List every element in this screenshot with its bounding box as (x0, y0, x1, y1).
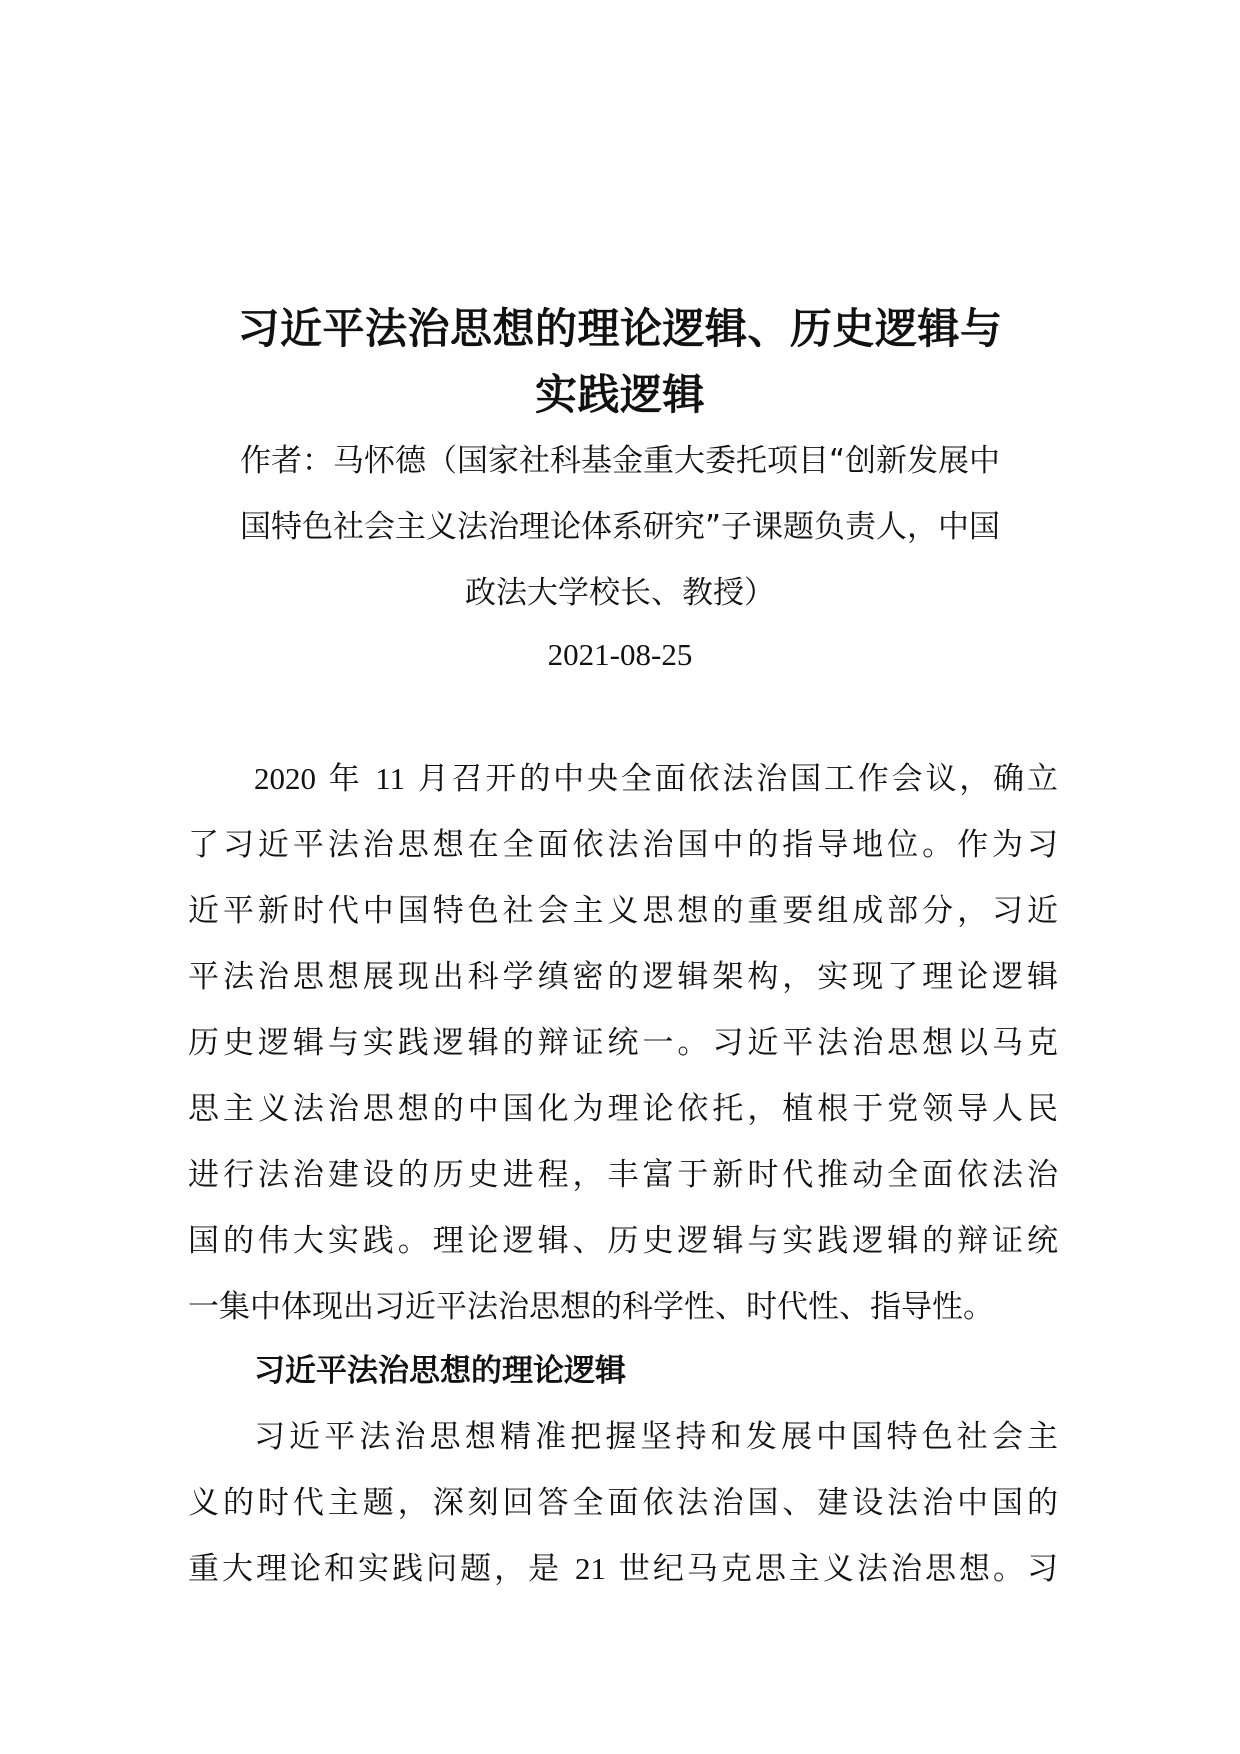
paragraph-line: 近平新时代中国特色社会主义思想的重要组成部分，习近 (188, 893, 1058, 929)
text-span: 重大理论和实践问题，是 (188, 1551, 575, 1587)
paragraph-line (254, 746, 1058, 812)
paragraph-line: 一集中体现出习近平法治思想的科学性、时代性、指导性。 (188, 1289, 994, 1325)
author-line-1: 作者：马怀德（国家社科基金重大委托项目“创新发展中 (239, 443, 1001, 479)
text-span: 年 (316, 761, 376, 797)
year-number: 2020 (254, 761, 316, 796)
paragraph-line: 义的时代主题，深刻回答全面依法治国、建设法治中国的 (188, 1485, 1058, 1521)
paragraph-line: 思主义法治思想的中国化为理论依托，植根于党领导人民 (188, 1091, 1058, 1127)
article-title-line-1: 习近平法治思想的理论逻辑、历史逻辑与 (237, 304, 1003, 353)
text-span: 世纪马克思主义法治思想。习 (606, 1551, 1058, 1587)
article-title-line-2: 实践逻辑 (534, 370, 705, 419)
section-heading: 习近平法治思想的理论逻辑 (254, 1353, 626, 1389)
author-line-3: 政法大学校长、教授） (465, 575, 775, 611)
paragraph-line: 了习近平法治思想在全面依法治国中的指导地位。作为习 (188, 827, 1058, 863)
paragraph-line: 进行法治建设的历史进程，丰富于新时代推动全面依法治 (188, 1157, 1058, 1193)
paragraph-line (188, 1536, 1058, 1602)
paragraph-line: 历史逻辑与实践逻辑的辩证统一。习近平法治思想以马克 (188, 1025, 1058, 1061)
publish-date: 2021-08-25 (547, 637, 693, 672)
month-number: 11 (375, 761, 406, 796)
century-number: 21 (575, 1551, 606, 1586)
paragraph-line: 国的伟大实践。理论逻辑、历史逻辑与实践逻辑的辩证统 (188, 1223, 1058, 1259)
text-span: 月召开的中央全面依法治国工作会议，确立 (405, 761, 1058, 797)
paragraph-line: 平法治思想展现出科学缜密的逻辑架构，实现了理论逻辑 (188, 959, 1058, 995)
paragraph-line: 习近平法治思想精准把握坚持和发展中国特色社会主 (254, 1419, 1058, 1455)
author-line-2: 国特色社会主义法治理论体系研究”子课题负责人，中国 (239, 509, 1001, 545)
